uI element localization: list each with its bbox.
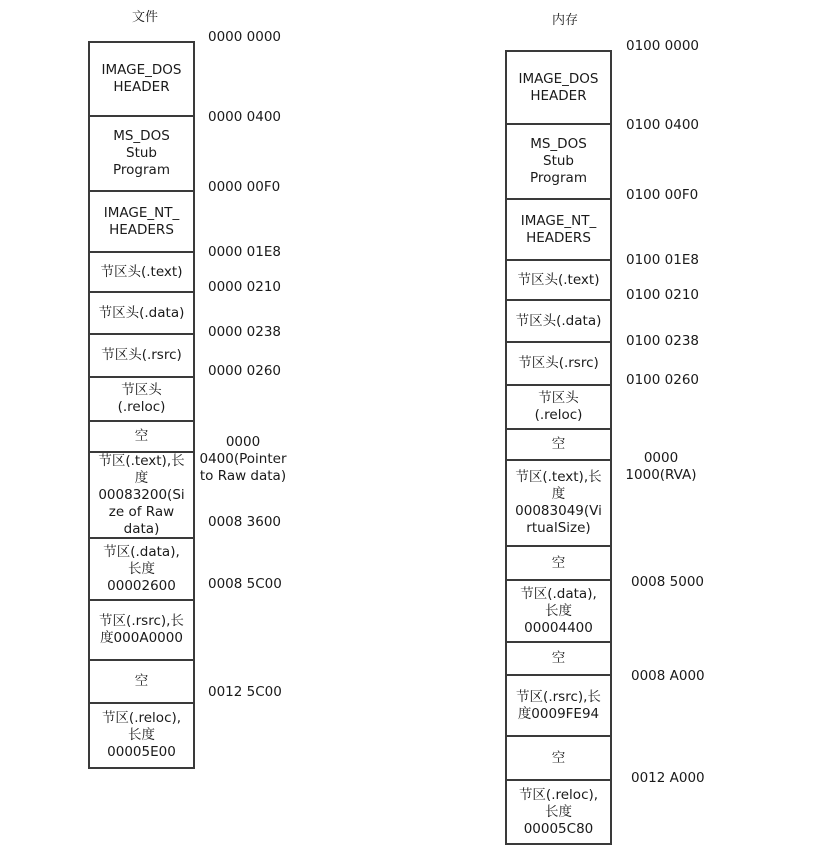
memory-seg-empty-4: 空 (505, 735, 612, 781)
file-seg-empty-2: 空 (88, 659, 195, 704)
memory-seg-text-section: 节区(.text),长 度 00083049(Vi rtualSize) (505, 459, 612, 547)
memory-seg-empty-2: 空 (505, 545, 612, 581)
memory-addr-5: 0100 0238 (626, 333, 700, 349)
file-seg-reloc-header: 节区头 (.reloc) (88, 376, 195, 422)
memory-addr-8: 0008 5000 (631, 574, 705, 590)
file-addr-6: 0000 0260 (208, 363, 282, 379)
file-seg-rsrc-section: 节区(.rsrc),长 度000A0000 (88, 599, 195, 661)
memory-seg-empty-3: 空 (505, 641, 612, 676)
file-column-title: 文件 (131, 10, 158, 25)
memory-seg-data-section: 节区(.data), 长度 00004400 (505, 579, 612, 643)
file-seg-dos-header: IMAGE_DOS HEADER (88, 41, 195, 117)
memory-addr-7: 0000 1000(RVA) (625, 450, 697, 483)
file-addr-8: 0008 3600 (208, 514, 282, 530)
file-addr-4: 0000 0210 (208, 279, 282, 295)
memory-column-title: 内存 (551, 13, 578, 28)
memory-seg-nt-headers: IMAGE_NT_ HEADERS (505, 198, 612, 261)
file-addr-3: 0000 01E8 (208, 244, 281, 260)
memory-seg-dos-header: IMAGE_DOS HEADER (505, 50, 612, 125)
file-seg-text-section: 节区(.text),长 度 00083200(Si ze of Raw data) (88, 451, 195, 539)
memory-seg-data-header: 节区头(.data) (505, 299, 612, 343)
memory-seg-empty-1: 空 (505, 428, 612, 461)
memory-seg-rsrc-header: 节区头(.rsrc) (505, 341, 612, 386)
file-seg-data-section: 节区(.data), 长度 00002600 (88, 537, 195, 601)
file-addr-9: 0008 5C00 (208, 576, 282, 592)
memory-seg-rsrc-section: 节区(.rsrc),长 度0009FE94 (505, 674, 612, 737)
file-seg-dos-stub: MS_DOS Stub Program (88, 115, 195, 192)
memory-layout-stack (505, 50, 612, 845)
memory-addr-6: 0100 0260 (626, 372, 700, 388)
memory-seg-reloc-header: 节区头 (.reloc) (505, 384, 612, 430)
file-seg-reloc-section: 节区(.reloc), 长度 00005E00 (88, 702, 195, 769)
memory-seg-reloc-section: 节区(.reloc), 长度 00005C80 (505, 779, 612, 845)
memory-seg-text-header: 节区头(.text) (505, 259, 612, 301)
file-addr-5: 0000 0238 (208, 324, 282, 340)
file-seg-text-header: 节区头(.text) (88, 251, 195, 293)
memory-seg-dos-stub: MS_DOS Stub Program (505, 123, 612, 200)
file-addr-1: 0000 0400 (208, 109, 282, 125)
memory-addr-0: 0100 0000 (626, 38, 700, 54)
file-addr-10: 0012 5C00 (208, 684, 282, 700)
file-seg-empty-1: 空 (88, 420, 195, 453)
file-addr-2: 0000 00F0 (208, 179, 281, 195)
file-seg-data-header: 节区头(.data) (88, 291, 195, 335)
file-seg-nt-headers: IMAGE_NT_ HEADERS (88, 190, 195, 253)
memory-addr-4: 0100 0210 (626, 287, 700, 303)
memory-addr-1: 0100 0400 (626, 117, 700, 133)
file-addr-7: 0000 0400(Pointer to Raw data) (199, 434, 287, 484)
file-layout-stack (88, 41, 195, 769)
memory-addr-10: 0012 A000 (631, 770, 705, 786)
file-addr-0: 0000 0000 (208, 29, 282, 45)
file-seg-rsrc-header: 节区头(.rsrc) (88, 333, 195, 378)
memory-addr-9: 0008 A000 (631, 668, 705, 684)
memory-addr-2: 0100 00F0 (626, 187, 699, 203)
memory-addr-3: 0100 01E8 (626, 252, 699, 268)
